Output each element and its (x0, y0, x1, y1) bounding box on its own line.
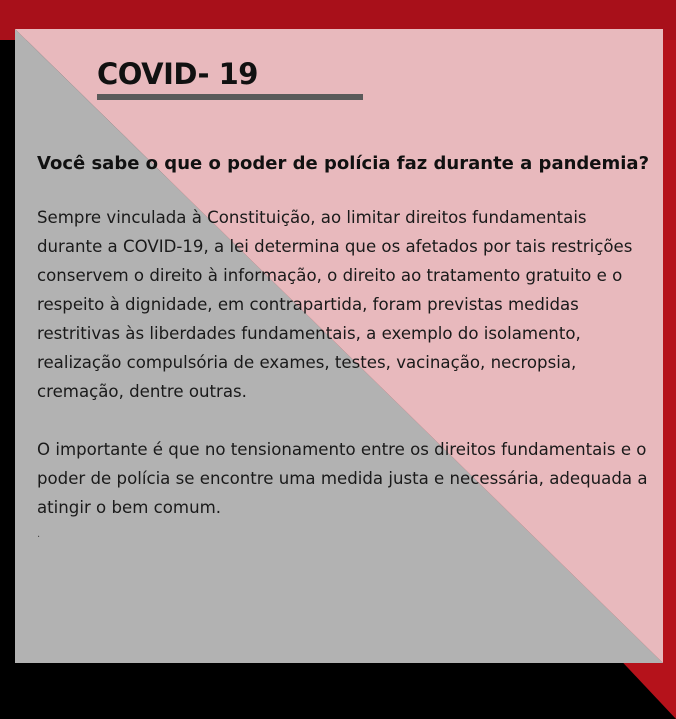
content-card (15, 29, 663, 663)
title-underline (97, 94, 363, 100)
stray-mark: . (37, 529, 41, 540)
paragraph-1: Sempre vinculada à Constituição, ao limitar direitos fundamentais durante a COVID-19, a lei determina que os afetados por tais restrições conservem o direito à informação, o direito ao tratamento gratuito e o respeito à dignidade, em contrapartida, foram previstas medidas restritivas às liberdades fundamentais, a exemplo do isolamento, realização compulsória de exames, testes, vacinação, necropsia, cremação, dentre outras. (37, 208, 633, 401)
paragraph-2: O importante é que no tensionamento entre os direitos fundamentais e o poder de polícia se encontre uma medida justa e necessária, adequada a atingir o bem comum. (37, 440, 648, 517)
page-title: COVID- 19 (97, 57, 258, 91)
question-heading: Você sabe o que o poder de polícia faz durante a pandemia? (37, 153, 650, 174)
